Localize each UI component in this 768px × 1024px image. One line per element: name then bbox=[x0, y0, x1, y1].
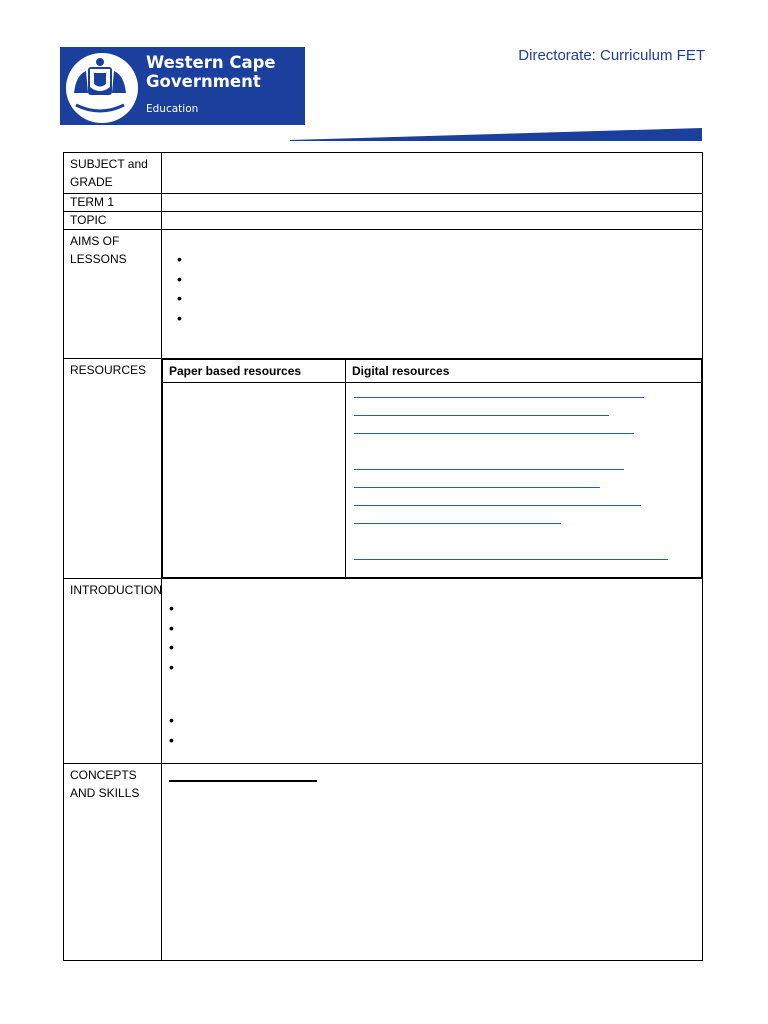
introduction-bullet-list-2 bbox=[169, 711, 696, 750]
heading-underline bbox=[169, 780, 317, 782]
value-term bbox=[162, 194, 703, 212]
wcg-logo bbox=[60, 47, 305, 125]
resource-link[interactable] bbox=[354, 487, 600, 488]
header-swoosh bbox=[290, 124, 704, 142]
list-item bbox=[169, 731, 696, 751]
list-item bbox=[177, 289, 696, 309]
label-introduction: INTRODUCTION bbox=[64, 579, 162, 764]
digital-resources-cell bbox=[346, 383, 702, 578]
list-item bbox=[169, 619, 696, 639]
resources-table bbox=[162, 359, 702, 578]
list-item bbox=[169, 638, 696, 658]
value-introduction bbox=[162, 579, 703, 764]
resource-link[interactable] bbox=[354, 505, 641, 506]
row-aims bbox=[64, 230, 703, 359]
list-item bbox=[177, 250, 696, 270]
lesson-plan-table bbox=[63, 152, 703, 961]
resource-link[interactable] bbox=[354, 523, 561, 524]
logo-title-line2: Government bbox=[146, 72, 261, 91]
introduction-bullet-list bbox=[169, 599, 696, 677]
row-subject-grade bbox=[64, 153, 703, 194]
logo-title-line1: Western Cape bbox=[146, 53, 276, 72]
row-introduction bbox=[64, 579, 703, 764]
label-term: TERM 1 bbox=[64, 194, 162, 212]
digital-resources-header: Digital resources bbox=[346, 360, 702, 383]
value-concepts bbox=[162, 764, 703, 961]
list-item bbox=[177, 309, 696, 329]
resource-link[interactable] bbox=[354, 433, 634, 434]
resource-link[interactable] bbox=[354, 559, 668, 560]
value-resources bbox=[162, 359, 703, 579]
row-resources bbox=[64, 359, 703, 579]
row-topic bbox=[64, 212, 703, 230]
paper-resources-cell bbox=[163, 383, 346, 578]
directorate-label: Directorate: Curriculum FET bbox=[518, 47, 705, 64]
label-subject-grade: SUBJECT and GRADE bbox=[64, 153, 162, 194]
label-topic: TOPIC bbox=[64, 212, 162, 230]
value-topic bbox=[162, 212, 703, 230]
logo-title bbox=[146, 53, 306, 91]
resource-link[interactable] bbox=[354, 415, 609, 416]
resource-link[interactable] bbox=[354, 397, 644, 398]
label-concepts: CONCEPTS AND SKILLS bbox=[64, 764, 162, 961]
aims-bullet-list bbox=[177, 250, 696, 328]
label-aims: AIMS OF LESSONS bbox=[64, 230, 162, 359]
coat-of-arms-icon bbox=[64, 51, 140, 125]
value-subject-grade bbox=[162, 153, 703, 194]
label-resources: RESOURCES bbox=[64, 359, 162, 579]
logo-subtitle: Education bbox=[146, 103, 199, 115]
list-item bbox=[169, 599, 696, 619]
list-item bbox=[169, 711, 696, 731]
resource-link[interactable] bbox=[354, 469, 624, 470]
row-concepts bbox=[64, 764, 703, 961]
row-term bbox=[64, 194, 703, 212]
list-item bbox=[169, 658, 696, 678]
value-aims bbox=[162, 230, 703, 359]
list-item bbox=[177, 270, 696, 290]
paper-resources-header: Paper based resources bbox=[163, 360, 346, 383]
